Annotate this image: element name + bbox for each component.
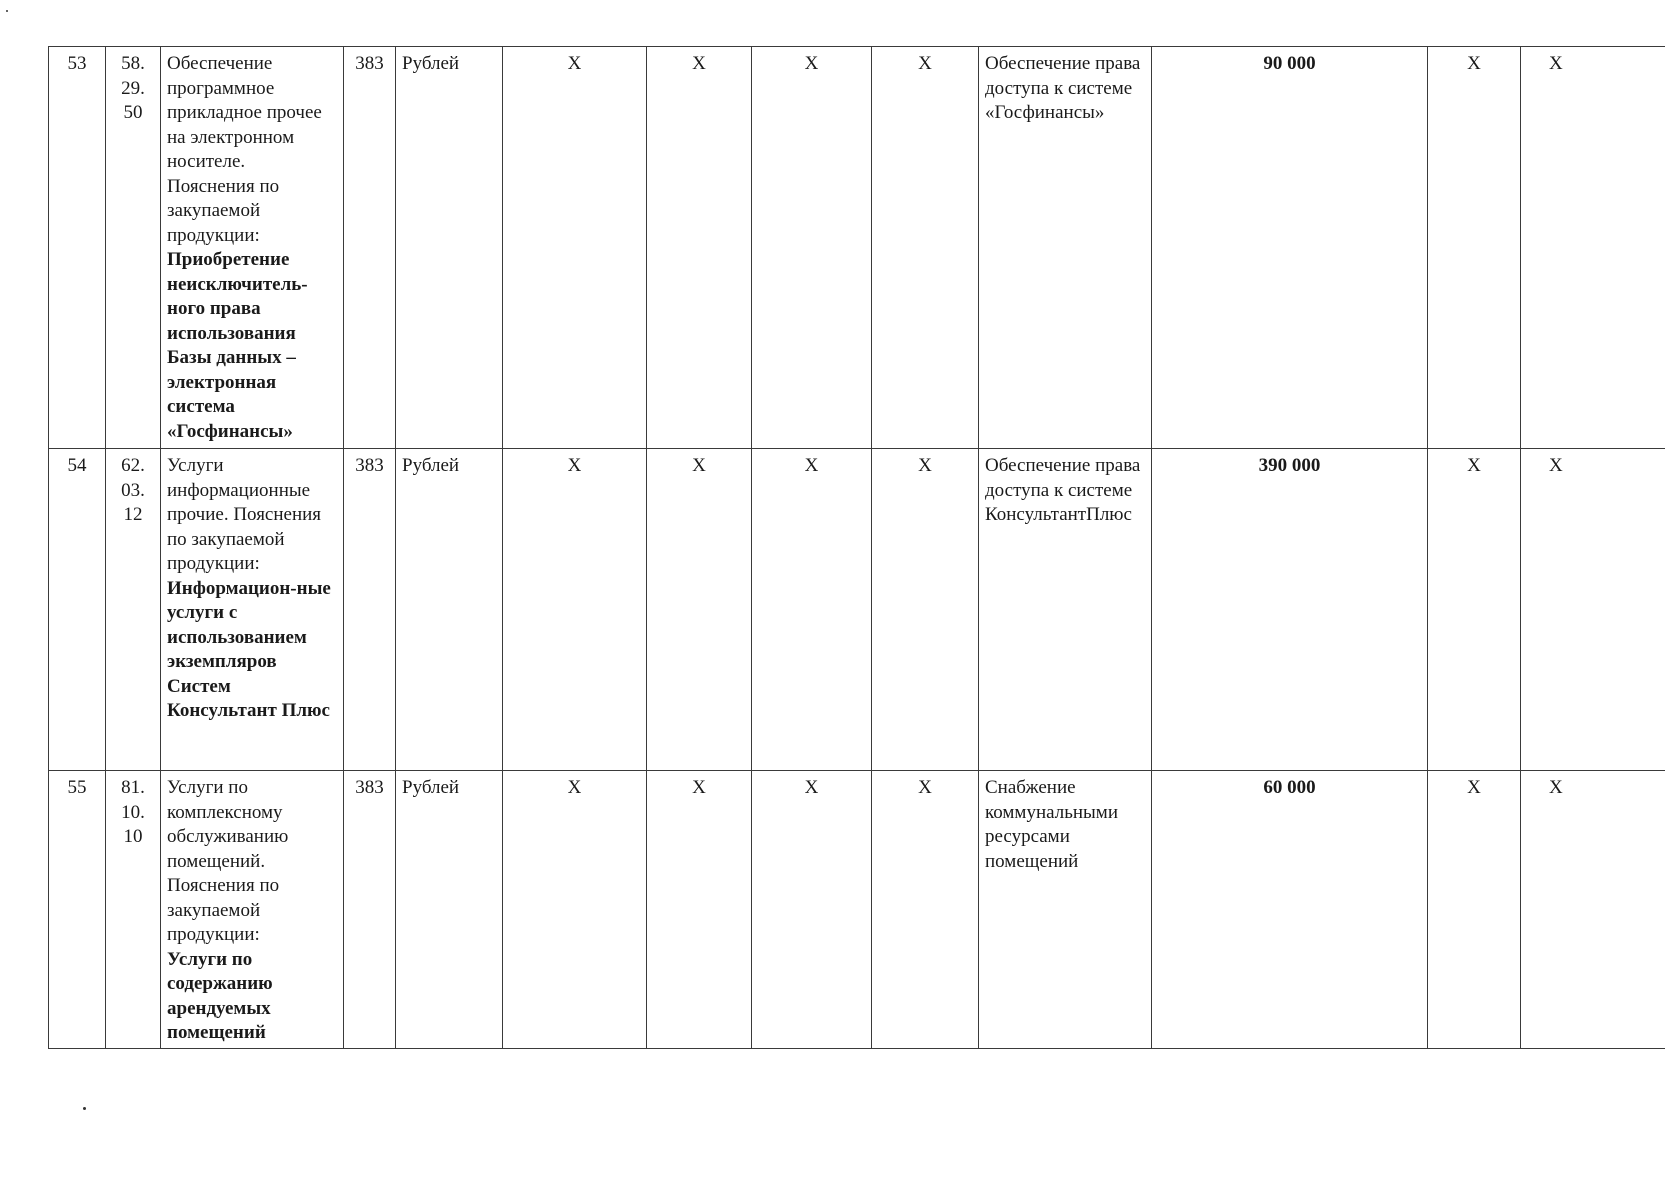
price-value: 90 000 [1152,47,1428,449]
row-number: 53 [49,47,106,449]
okpd2-code [106,47,161,449]
okei-code: 383 [344,449,396,771]
purpose-text: Обеспечение права доступа к системе КонсультантПлюс [979,449,1152,771]
description-text: Услуги по комплексному обслуживанию помещений. Пояснения по закупаемой продукции: [167,777,289,945]
table-row [49,449,1665,771]
item-description [161,449,344,771]
row-number: 55 [49,771,106,1049]
okpd2-code-part: 50 [123,102,143,123]
description-text: Услуги информационные прочие. Пояснения по закупаемой продукции: [167,455,322,574]
okpd2-code-part: 29. [121,77,145,99]
okpd2-code-part: 58. [121,53,145,74]
okpd2-code-part: 10 [123,826,143,847]
purpose-text: Снабжение коммунальными ресурсами помещений [979,771,1152,1049]
procurement-table [48,46,1665,1049]
scan-speck [83,1107,86,1110]
okei-code: 383 [344,771,396,1049]
table-row [49,47,1665,449]
okpd2-code-part: 10. [121,801,145,823]
x-mark: Х [647,771,752,1049]
description-explanation: Услуги по содержанию арендуемых помещений [167,948,273,1043]
description-explanation: Информацион-ные услуги с использованием экземпляров Систем Консультант Плюс [167,577,331,721]
okpd2-code-part: 12 [123,504,143,525]
okpd2-code-part: 62. [121,455,145,476]
row-number: 54 [49,449,106,771]
x-mark: Х [872,47,979,449]
description-explanation: Приобретение неисключитель-ного права использования Базы данных – электронная система «Госфинансы» [167,249,308,442]
unit-name: Рублей [396,47,503,449]
okpd2-code-part: 03. [121,479,145,501]
x-mark: Х [1521,449,1665,771]
x-mark: Х [1428,449,1521,771]
x-mark: Х [1521,771,1665,1049]
x-mark: Х [503,449,647,771]
price-value: 60 000 [1152,771,1428,1049]
x-mark: Х [752,449,872,771]
x-mark: Х [647,449,752,771]
x-mark: Х [872,449,979,771]
table-row [49,771,1665,1049]
item-description [161,771,344,1049]
okpd2-code-part: 81. [121,777,145,798]
price-value: 390 000 [1152,449,1428,771]
x-mark: Х [1428,47,1521,449]
purpose-text: Обеспечение права доступа к системе «Госфинансы» [979,47,1152,449]
okpd2-code [106,771,161,1049]
x-mark: Х [752,771,872,1049]
x-mark: Х [1428,771,1521,1049]
okpd2-code [106,449,161,771]
unit-name: Рублей [396,771,503,1049]
x-mark: Х [503,771,647,1049]
item-description [161,47,344,449]
x-mark: Х [1521,47,1665,449]
x-mark: Х [647,47,752,449]
x-mark: Х [503,47,647,449]
x-mark: Х [872,771,979,1049]
scan-speck [6,10,8,12]
x-mark: Х [752,47,872,449]
description-text: Обеспечение программное прикладное прочее на электронном носителе. Пояснения по закупаемой продукции: [167,53,322,246]
okei-code: 383 [344,47,396,449]
unit-name: Рублей [396,449,503,771]
